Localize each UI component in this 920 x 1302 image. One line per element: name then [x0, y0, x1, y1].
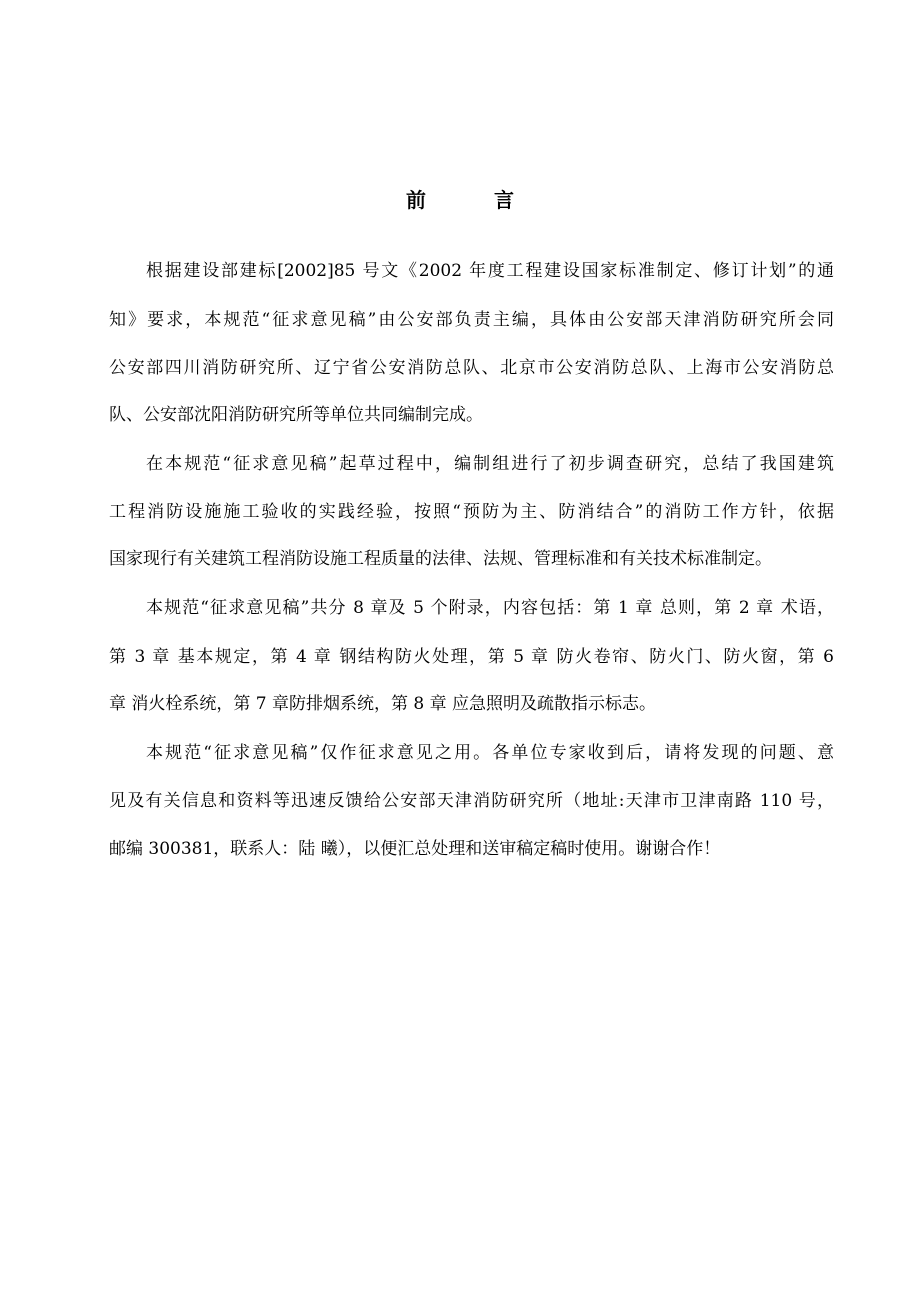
paragraph-2-line-1: 在本规范“征求意见稿”起草过程中，编制组进行了初步调查研究，总结了我国建筑 — [146, 454, 834, 474]
paragraph-2-line-2: 工程消防设施施工验收的实践经验，按照“预防为主、防消结合”的消防工作方针，依据 — [109, 502, 834, 522]
paragraph-3-line-2: 第 3 章 基本规定，第 4 章 钢结构防火处理，第 5 章 防火卷帘、防火门、防火窗，第 6 — [109, 647, 834, 667]
paragraph-3-line-1: 本规范“征求意见稿”共分 8 章及 5 个附录，内容包括：第 1 章 总则，第 2 章 术语， — [146, 598, 834, 618]
paragraph-4-line-1: 本规范“征求意见稿”仅作征求意见之用。各单位专家收到后，请将发现的问题、意 — [146, 743, 834, 763]
paragraph-2-line-3: 国家现行有关建筑工程消防设施工程质量的法律、法规、管理标准和有关技术标准制定。 — [109, 549, 772, 569]
paragraph-4-line-2: 见及有关信息和资料等迅速反馈给公安部天津消防研究所（地址:天津市卫津南路 110 号， — [109, 791, 834, 811]
page-title: 前 言 — [406, 188, 538, 212]
paragraph-1-line-3: 公安部四川消防研究所、辽宁省公安消防总队、北京市公安消防总队、上海市公安消防总 — [109, 358, 834, 378]
paragraph-1-line-4: 队、公安部沈阳消防研究所等单位共同编制完成。 — [109, 405, 483, 425]
paragraph-3-line-3: 章 消火栓系统，第 7 章防排烟系统，第 8 章 应急照明及疏散指示标志。 — [109, 694, 657, 714]
paragraph-1-line-1: 根据建设部建标[2002]85 号文《2002 年度工程建设国家标准制定、修订计划”的通 — [146, 261, 834, 281]
paragraph-4-line-3: 邮编 300381，联系人：陆 曦），以便汇总处理和送审稿定稿时使用。谢谢合作！ — [109, 839, 721, 859]
paragraph-1-line-2: 知》要求，本规范“征求意见稿”由公安部负责主编，具体由公安部天津消防研究所会同 — [109, 310, 834, 330]
